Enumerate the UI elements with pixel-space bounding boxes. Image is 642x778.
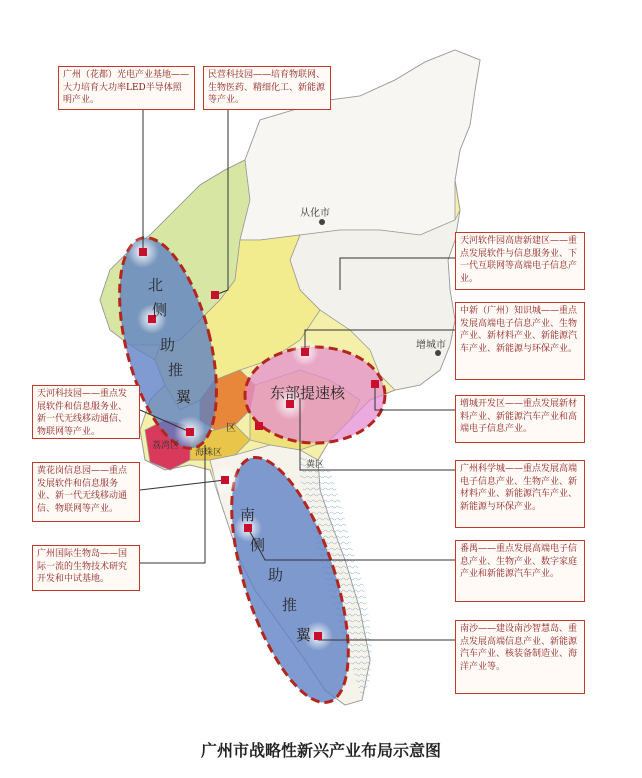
callout-minying-park: 民营科技园——培育物联网、生物医药、精细化工、新能源等产业。 — [203, 66, 331, 110]
label-liwan: 荔湾区 — [152, 441, 180, 451]
site-marker — [186, 428, 194, 436]
callout-zengcheng-dev: 增城开发区——重点发展新材料产业、新能源汽车产业和高端电子信息产业。 — [455, 395, 585, 443]
callout-bio-island: 广州国际生物岛——国际一流的生物技术研究开发和中试基地。 — [32, 545, 140, 591]
north-axis-char-4: 推 — [168, 361, 184, 379]
label-district-a: 区 — [226, 423, 236, 434]
label-zengcheng: 增城市 — [416, 340, 446, 351]
callout-tianhe-tech: 天河科技园——重点发展软件和信息服务业、新一代无线移动通信、物联网等产业。 — [32, 385, 140, 439]
south-axis-char-1: 南 — [240, 506, 256, 524]
label-huangpu: 黄区 — [306, 460, 325, 470]
south-axis-char-3: 助 — [268, 566, 284, 584]
callout-science-city: 广州科学城——重点发展高端电子信息产业、生物产业、新材料产业、新能源汽车产业、新能源与环保产业。 — [455, 460, 585, 528]
label-conghua: 从化市 — [300, 208, 330, 219]
east-core-label: 东部提速核 — [270, 384, 346, 402]
callout-nansha: 南沙——建设南沙智慧岛、重点发展高端信息产业、新能源汽车产业、核装备制造业、海洋产业等。 — [455, 620, 585, 694]
south-axis-char-2: 侧 — [250, 536, 266, 554]
callout-tianhe-software: 天河软件园高唐新建区——重点发展软件与信息服务业、下一代互联网等高端电子信息产业。 — [455, 232, 585, 290]
callout-huanghuagang: 黄花岗信息园——重点发展软件和信息服务业、新一代无线移动通信、物联网等产业。 — [32, 462, 140, 522]
site-marker — [221, 476, 229, 484]
site-marker — [244, 524, 252, 532]
conghua-dot — [319, 219, 325, 225]
north-axis-char-2: 侧 — [152, 301, 168, 319]
south-axis-char-4: 推 — [282, 596, 298, 614]
map-caption: 广州市战略性新兴产业布局示意图 — [200, 741, 441, 760]
north-axis-char-5: 翼 — [176, 388, 192, 406]
north-axis-char-3: 助 — [160, 336, 176, 354]
callout-huadu-led: 广州（花都）光电产业基地——大力培育大功率LED半导体照明产业。 — [58, 66, 195, 110]
callout-knowledge-city: 中新（广州）知识城——重点发展高端电子信息产业、生物产业、新材料产业、新能源汽车产业、新能源与环保产业。 — [455, 302, 585, 380]
site-marker — [371, 380, 379, 388]
site-marker — [255, 422, 263, 430]
south-axis-char-5: 翼 — [296, 626, 312, 644]
site-marker — [139, 248, 147, 256]
site-marker — [314, 632, 322, 640]
site-marker — [211, 291, 219, 299]
site-marker — [301, 348, 309, 356]
label-haizhu: 海珠区 — [195, 448, 223, 458]
north-axis-char-1: 北 — [148, 276, 164, 294]
callout-panyu: 番禺——重点发展高端电子信息产业、生物产业、数字家庭产业和新能源汽车产业。 — [455, 540, 585, 602]
